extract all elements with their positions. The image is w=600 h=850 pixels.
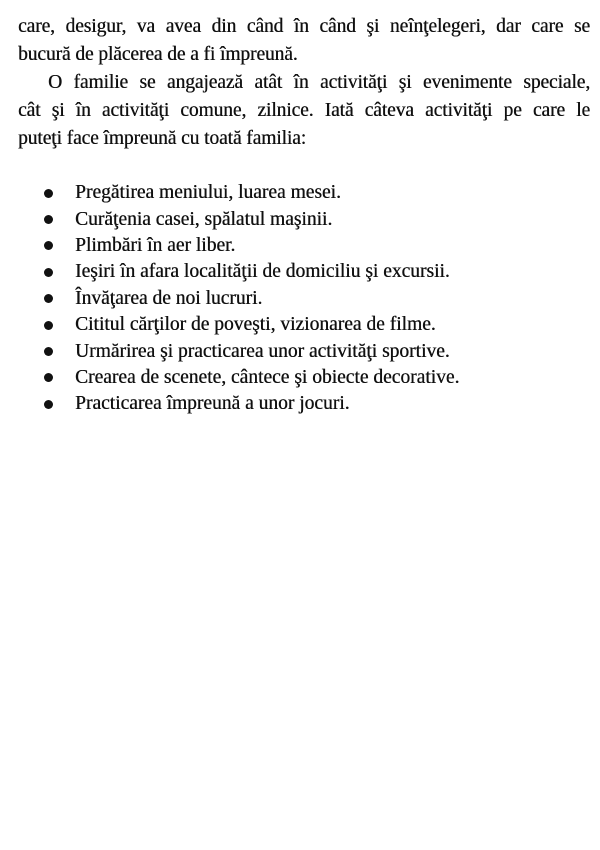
text-line: O familie se angajează atât în activităţi şi evenimente speciale, — [48, 72, 590, 93]
list-item — [30, 365, 459, 391]
list-item-text: Urmărirea şi practicarea unor activităţi sportive. — [75, 340, 450, 362]
list-item-text: Practicarea împreună a unor jocuri. — [75, 393, 350, 415]
list-item — [30, 206, 459, 232]
list-item — [30, 259, 459, 285]
list-item-text: Pregătirea meniului, luarea mesei. — [75, 182, 341, 204]
paragraph-continuation — [18, 13, 590, 69]
list-item — [30, 338, 459, 364]
text-line: cât şi în activităţi comune, zilnice. Iată câteva activităţi pe care le — [18, 100, 590, 121]
list-item — [30, 312, 459, 338]
text-line: care, desigur, va avea din când în când şi neînţelegeri, dar care se — [18, 16, 590, 37]
list-item — [30, 233, 459, 259]
text-line: bucură de plăcerea de a fi împreună. — [18, 44, 298, 65]
bullet-icon — [44, 215, 53, 224]
bullet-icon — [44, 373, 53, 382]
list-item — [30, 391, 459, 417]
list-item-text: Cititul cărţilor de poveşti, vizionarea de filme. — [75, 314, 436, 336]
bullet-icon — [44, 268, 53, 277]
list-item-text: Plimbări în aer liber. — [75, 234, 236, 256]
bullet-icon — [44, 321, 53, 330]
list-item — [30, 286, 459, 312]
activities-list — [30, 180, 459, 418]
list-item-text: Ieşiri în afara localităţii de domiciliu şi excursii. — [75, 261, 450, 283]
list-item-text: Crearea de scenete, cântece şi obiecte decorative. — [75, 366, 460, 388]
bullet-icon — [44, 294, 53, 303]
document-body — [18, 13, 590, 153]
list-item-text: Curăţenia casei, spălatul maşinii. — [75, 208, 333, 230]
bullet-icon — [44, 241, 53, 250]
list-item — [30, 180, 459, 206]
text-line: puteţi face împreună cu toată familia: — [18, 128, 307, 149]
list-item-text: Învăţarea de noi lucruri. — [75, 287, 263, 309]
bullet-icon — [44, 189, 53, 198]
bullet-icon — [44, 347, 53, 356]
bullet-icon — [44, 400, 53, 409]
paragraph-family-activities — [18, 69, 590, 153]
